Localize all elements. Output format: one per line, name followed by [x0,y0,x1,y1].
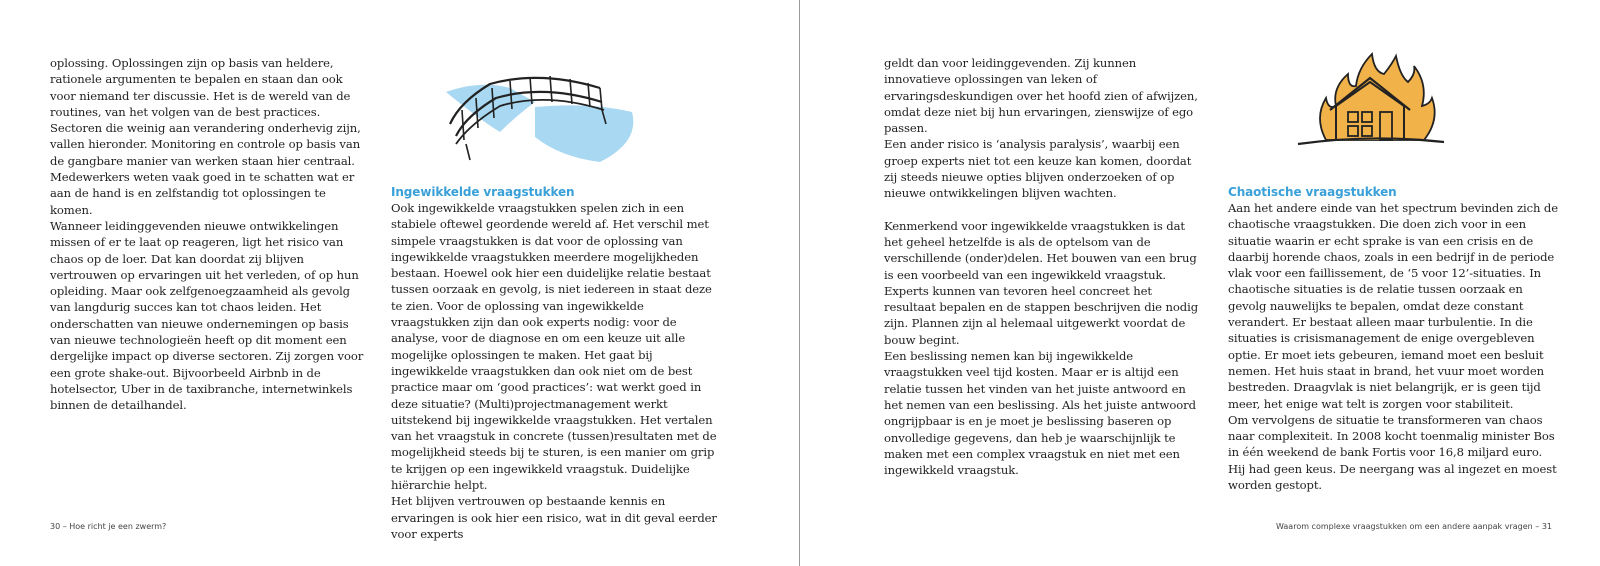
bridge-illustration [440,62,640,167]
paragraph: Een ander risico is ‘analysis paralysis’, waarbij een groep experts niet tot een keuze kan komen, doordat zij steeds nieuwe opties blijven onderzoeken of op nieuwe ontwikkelingen blijven wachten. [884,137,1192,201]
paragraph: Een beslissing nemen kan bij ingewikkelde vraagstukken veel tijd kosten. Maar er is altijd een relatie tussen het vinden van het juiste antwoord en het nemen van een beslissing. Als het juiste antwoord ongrijpbaar is en je moet je beslissing baseren op onvolledige gegevens, dan heb je waarschijnlijk te maken met een complex vraagstuk en niet met een ingewikkeld vraagstuk. [884,349,1196,478]
section-heading: Ingewikkelde vraagstukken [391,185,575,199]
paragraph: Kenmerkend voor ingewikkelde vraagstukken is dat het geheel hetzelfde is als de optelsom van de verschillende (onder)delen. Het bouwen van een brug is een voorbeeld van een ingewikkeld vraagstuk. Experts kunnen van tevoren heel concreet het resultaat bepalen en de stappen beschrijven die nodig zijn. Plannen zijn al helemaal uitgewerkt voordat de bouw begint. [884,218,1199,347]
paragraph: Wanneer leidinggevenden nieuwe ontwikkelingen missen of er te laat op reageren, ligt het risico van chaos op de loer. Dat kan doordat zij blijven vertrouwen op ervaringen uit het verleden, of op hun opleiding. Maar ook zelfgenoegzaamheid als gevolg van langdurig succes kan tot chaos leiden. Het onderschatten van nieuwe ondernemingen op basis van nieuwe technologieën heeft op dit moment een dergelijke impact op diverse sectoren. Zij zorgen voor een grote shake-out. Bijvoorbeeld Airbnb in de hotelsector, Uber in de taxibranche, internetwinkels binnen de detailhandel. [50,218,364,413]
paragraph: Aan het andere einde van het spectrum bevinden zich de chaotische vraagstukken. Die doen zich voor in een situatie waarin er echt sprake is van een crisis en de daarbij horende chaos, zoals in een bedrijf in de periode vlak voor een faillissement, de ‘5 voor 12’-situaties. In chaotische situaties is de relatie tussen oorzaak en gevolg nauwelijks te bepalen, omdat deze constant verandert. Er bestaat alleen maar turbulentie. In die situaties is crisismanagement de enige overgebleven optie. Er moet iets gebeuren, iemand moet een besluit nemen. Het huis staat in brand, het vuur moet worden bestreden. Draagvlak is niet belangrijk, er is geen tijd meer, het enige wat telt is zorgen voor stabiliteit. [1228,201,1559,411]
page-footer-right: Waarom complexe vraagstukken om een andere aanpak vragen – 31 [1276,522,1552,531]
paragraph: Om vervolgens de situatie te transformeren van chaos naar complexiteit. In 2008 kocht toenmalig minister Bos in één weekend de bank Fortis voor 16,8 miljard euro. Hij had geen keus. De neergang was al ingezet en moest worden gestopt. [1228,412,1557,493]
section-heading: Chaotische vraagstukken [1228,185,1397,199]
left-page-column-2 [391,184,721,542]
paragraph: geldt dan voor leidinggevenden. Zij kunnen innovatieve oplossingen van leken of ervaringsdeskundigen over het hoofd zien of afwijzen, omdat deze niet bij hun ervaringen, zienswijze of ego passen. [884,56,1198,136]
burning-house-illustration [1296,48,1446,153]
right-page-column-2 [1228,184,1560,493]
paragraph: Het blijven vertrouwen op bestaande kennis en ervaringen is ook hier een risico, wat in dit geval eerder voor experts [391,494,717,541]
paragraph: oplossing. Oplossingen zijn op basis van heldere, rationele argumenten te bepalen en staan dan ook voor niemand ter discussie. Het is de wereld van de routines, van het volgen van de best practices. Sectoren die weinig aan verandering onderhevig zijn, vallen hieronder. Monitoring en controle op basis van de gangbare manier van werken staan hier centraal. Medewerkers weten vaak goed in te schatten wat er aan de hand is en zelfstandig tot oplossingen te komen. [50,56,361,217]
page-footer-left: 30 – Hoe richt je een zwerm? [50,522,167,531]
right-page-column-1 [884,55,1206,478]
left-page-column-1 [50,55,368,414]
paragraph: Ook ingewikkelde vraagstukken spelen zich in een stabiele oftewel geordende wereld af. Het verschil met simpele vraagstukken is dat voor de oplossing van ingewikkelde vraagstukken meerdere mogelijkheden bestaan. Hoewel ook hier een duidelijke relatie bestaat tussen oorzaak en gevolg, is niet iedereen in staat deze te zien. Voor de oplossing van ingewikkelde vraagstukken zijn dan ook experts nodig: voor de analyse, voor de diagnose en om een keuze uit alle mogelijke oplossingen te maken. Het gaat bij ingewikkelde vraagstukken dan ook niet om de best practice maar om ‘good practices’: wat werkt goed in deze situatie? (Multi)projectmanagement werkt uitstekend bij ingewikkelde vraagstukken. Het vertalen van het vraagstuk in concrete (tussen)resultaten met de mogelijkheid steeds bij te sturen, is een manier om grip te krijgen op een ingewikkeld vraagstuk. Duidelijke hiërarchie helpt. [391,201,717,493]
page-gutter [799,0,800,566]
